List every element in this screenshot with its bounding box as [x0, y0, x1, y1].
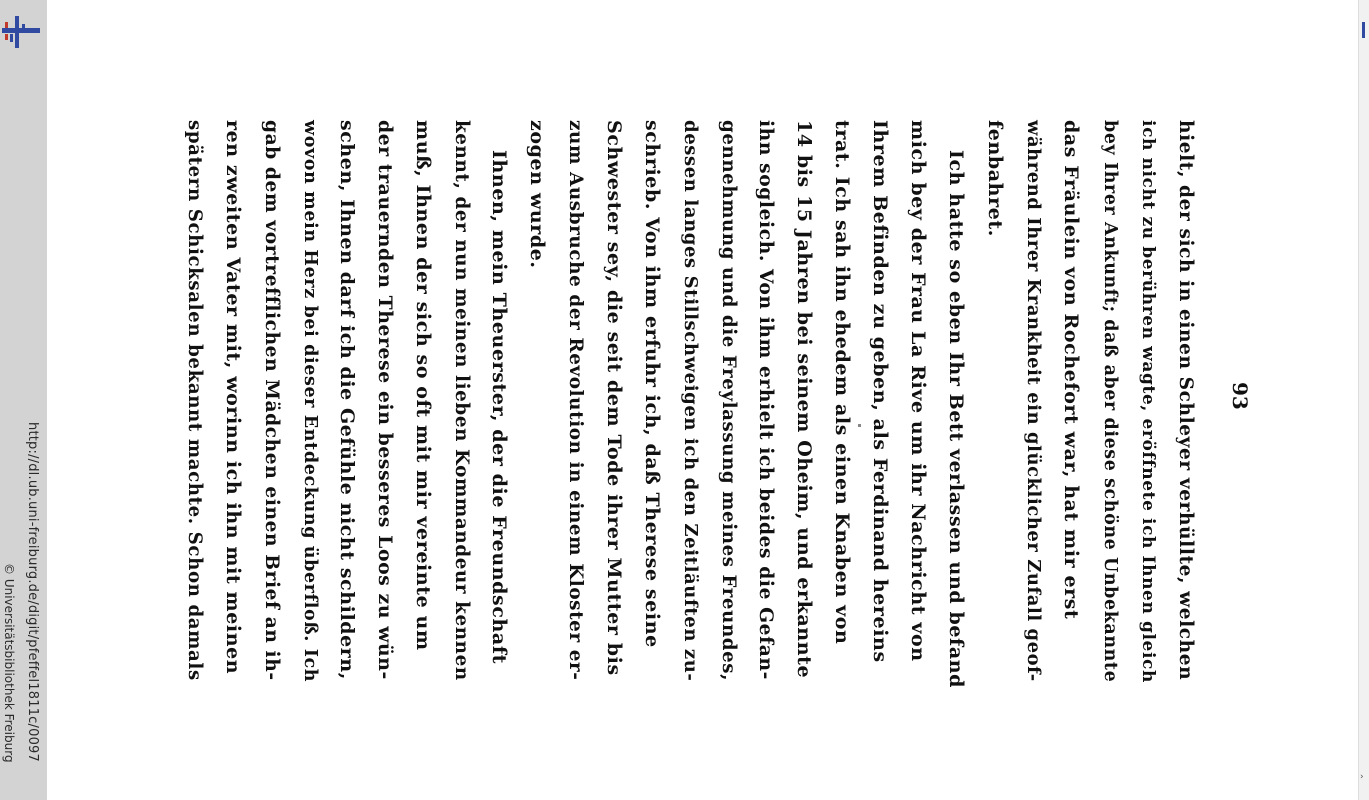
text-line: ren zweiten Vater mit, worinn ich ihn mit meinen [221, 120, 244, 675]
text-line: spätern Schicksalen bekannt machte. Schon damals [184, 120, 206, 681]
credit-copyright: © Universitätsbibliothek Freiburg [2, 563, 16, 763]
text-line: Ihnen, mein Theuerster, der die Freundschaft [488, 150, 511, 664]
edge-marker-icon [1362, 22, 1365, 38]
page-number: 93 [1228, 382, 1252, 410]
text-line: schen, Ihnen darf ich die Gefühle nicht schildern, [335, 120, 358, 680]
text-line: Ihrem Befinden zu geben, als Ferdinand hereins [869, 120, 892, 663]
scroll-arrow-icon[interactable]: › [1360, 772, 1364, 782]
text-line: gennehmung und die Freylassung meines Freundes, [717, 120, 739, 682]
scan-speck [858, 424, 861, 427]
text-line: der trauernden Therese ein besseres Loos zu wün- [373, 120, 396, 680]
text-line: dessen langes Stillschweigen ich den Zeitläuften zu- [679, 120, 701, 682]
text-line: zum Ausbruche der Revolution in einem Kloster er- [565, 120, 587, 681]
text-line: muß, Ihnen der sich so oft mit mir vereinte um [412, 120, 434, 651]
text-line: Ich hatte so eben Ihr Bett verlassen und befand [945, 150, 968, 689]
text-line: schrieb. Von ihm erfuhr ich, daß Therese seine [640, 120, 663, 648]
text-line: kennt, der nun meinen lieben Kommandeur kennen [451, 120, 473, 681]
text-line: fenbahret. [983, 120, 1006, 237]
text-line: Schwester sey, die seit dem Tode ihrer Mutter bis [602, 120, 625, 676]
text-line: bey Ihrer Ankunft; daß aber diese schöne Unbekannte [1099, 120, 1120, 683]
text-line: das Fräulein von Rochefort war, hat mir erst [1059, 120, 1082, 620]
text-line: 14 bis 15 Jahren bei seinem Oheim, und erkannte [793, 120, 815, 679]
right-edge-scrollbar[interactable] [1358, 0, 1369, 800]
university-library-logo-icon [2, 14, 40, 50]
text-line: ich nicht zu berühren wagte, eröffnete ich Ihnen gleich [1137, 120, 1158, 683]
text-line: mich bey der Frau La Rive um ihr Nachricht von [907, 120, 930, 662]
sidebar [0, 0, 47, 800]
text-line: ihn sogleich. Von ihm erhielt ich beides die Gefan- [754, 120, 777, 680]
text-line: trat. Ich sah ihn ehedem als einen Knaben von [831, 120, 854, 645]
credit-url[interactable]: http://dl.ub.uni-freiburg.de/digit/pfeffel1811c/0097 [25, 422, 40, 762]
text-line: wovon mein Herz bei dieser Entdeckung überfloß. Ich [299, 120, 320, 683]
text-line: gab dem vortrefflichen Mädchen einen Brief an ih- [260, 120, 282, 681]
text-line: zogen wurde. [526, 120, 549, 269]
text-line: während Ihrer Krankheit ein glücklicher Zufall geof- [1022, 120, 1044, 682]
text-line: hielt, der sich in einen Schleyer verhüllte, welchen [1175, 120, 1196, 681]
